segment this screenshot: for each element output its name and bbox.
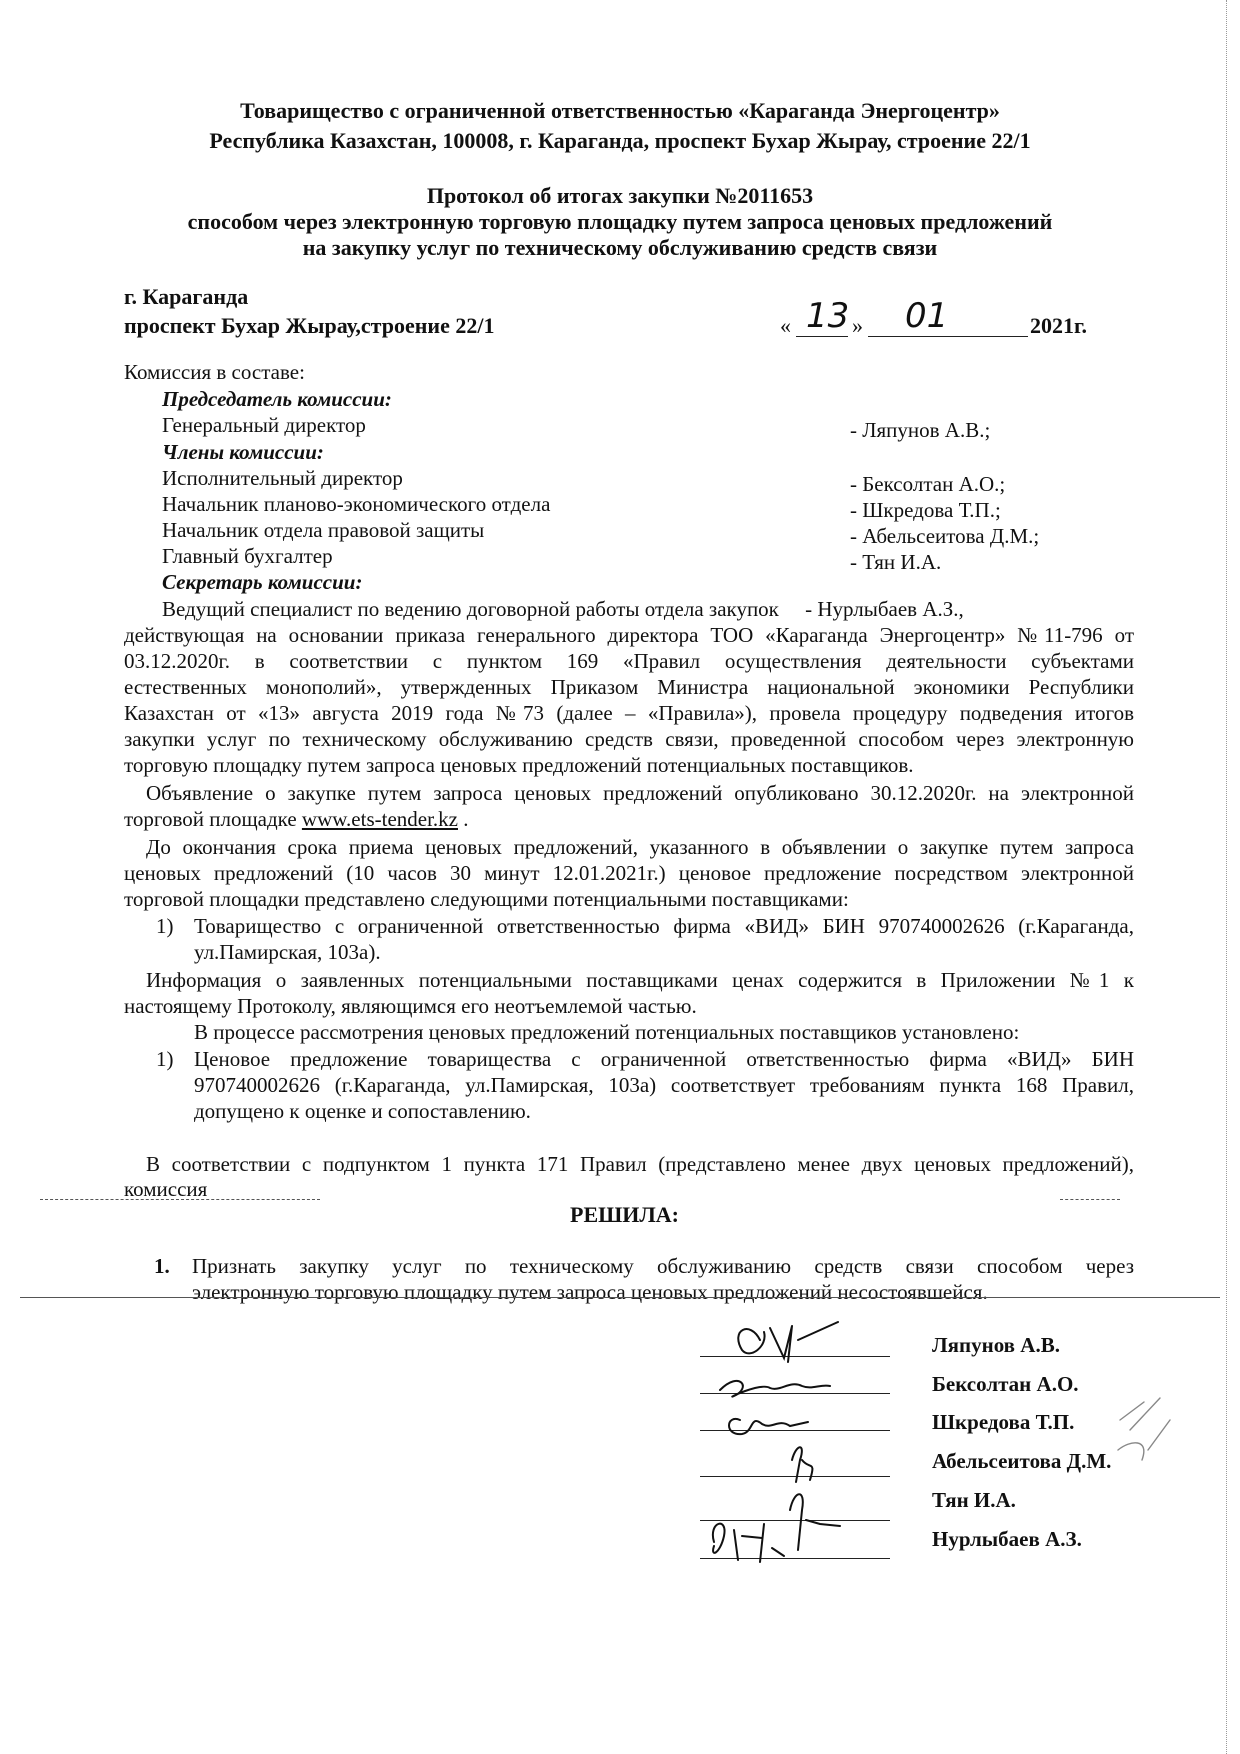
body-p6-line: комиссия [124, 1177, 208, 1201]
date-close-quote: » [852, 313, 863, 338]
body-p1-line: Казахстан от «13» августа 2019 года №73 (далее – «Правила»), провела процедуру подведения итогов [124, 701, 1134, 725]
members-heading: Члены комиссии: [162, 440, 324, 464]
ets-tender-link[interactable]: www.ets-tender.kz [301, 807, 458, 831]
body-p1-line: торговую площадку путем запроса ценовых предложений потенциальных поставщиков. [124, 753, 914, 777]
member-role: Главный бухгалтер [162, 544, 333, 568]
scan-artifact-line [20, 1297, 1220, 1298]
chair-name: - Ляпунов А.В.; [850, 418, 991, 442]
protocol-subtitle-2: на закупку услуг по техническому обслуживанию средств связи [302, 235, 938, 260]
body-p1-line: Ведущий специалист по ведению договорной работы отдела закупок - Нурлыбаев А.З., [162, 597, 964, 621]
body-p3-line: До окончания срока приема ценовых предложений, указанного в объявлении о закупке путем запроса [146, 835, 1134, 859]
date-day-underline [796, 336, 848, 337]
member-name: - Тян И.А. [850, 550, 942, 574]
body-p5: В процессе рассмотрения ценовых предложений потенциальных поставщиков установлено: [194, 1020, 1020, 1044]
date-year: 2021г. [1030, 313, 1088, 338]
scan-edge-artifact [1226, 0, 1229, 1754]
signatory-name: Бексолтан А.О. [932, 1372, 1079, 1396]
body-p1-line: 03.12.2020г. в соответствии с пунктом 169 «Правил осуществления деятельности субъектами [124, 649, 1134, 673]
body-p6-line: В соответствии с подпунктом 1 пункта 171 Правил (представлено менее двух ценовых предложений), [146, 1152, 1134, 1176]
decision-item-line: Признать закупку услуг по техническому обслуживанию средств связи способом через [192, 1254, 1134, 1278]
body-p1-line: действующая на основании приказа генерального директора ТОО «Караганда Энергоцентр» №11-796 от [124, 623, 1134, 647]
member-name: - Бексолтан А.О.; [850, 472, 1006, 496]
list1-number: 1) [156, 914, 174, 938]
signature-abelseitova [792, 1447, 812, 1482]
signatory-name: Абельсеитова Д.М. [932, 1449, 1112, 1473]
body-p2-prefix: торговой площадке [124, 807, 302, 831]
chair-heading: Председатель комиссии: [162, 387, 392, 411]
member-role: Начальник планово-экономического отдела [162, 492, 551, 516]
body-p4-line: настоящему Протоколу, являющимся его неотъемлемой частью. [124, 994, 697, 1018]
member-name: - Абельсеитова Д.М.; [850, 524, 1040, 548]
signature-shkredova [729, 1419, 808, 1434]
scan-artifact-line [40, 1199, 320, 1200]
signatory-name: Шкредова Т.П. [932, 1410, 1075, 1434]
body-p2-line: Объявление о закупке путем запроса ценовых предложений опубликовано 30.12.2020г. на электронной [146, 781, 1134, 805]
secretary-heading: Секретарь комиссии: [162, 570, 363, 594]
date-day-handwritten: 13 [806, 296, 850, 336]
body-p1-line: естественных монополий», утвержденных Приказом Министра национальной экономики Республики [124, 675, 1134, 699]
list1-line: ул.Памирская, 103а). [194, 940, 381, 964]
handwritten-signatures [680, 1310, 940, 1580]
list2-line: Ценовое предложение товарищества с ограниченной ответственностью фирма «ВИД» БИН [194, 1047, 1134, 1071]
place-street: проспект Бухар Жырау,строение 22/1 [124, 313, 495, 338]
signature-beksoltan [720, 1381, 830, 1397]
chair-role: Генеральный директор [162, 413, 366, 437]
list2-line: допущено к оценке и сопоставлению. [194, 1099, 531, 1123]
protocol-title: Протокол об итогах закупки №2011653 [426, 183, 814, 208]
member-name: - Шкредова Т.П.; [850, 498, 1001, 522]
signature-tyan-nurlybaev [713, 1494, 840, 1562]
list2-line: 970740002626 (г.Караганда, ул.Памирская, 103а) соответствует требованиям пункта 168 Правил, [194, 1073, 1134, 1097]
signatory-name: Ляпунов А.В. [932, 1333, 1060, 1357]
organization-line: Товарищество с ограниченной ответственностью «Караганда Энергоцентр» [240, 98, 1000, 123]
body-p3-line: торговой площадки представлено следующими потенциальными поставщиками: [124, 887, 849, 911]
body-p3-line: ценовых предложений (10 часов 30 минут 12.01.2021г.) ценовое предложение посредством электронной [124, 861, 1134, 885]
place-city: г. Караганда [124, 284, 249, 309]
decision-item-line: электронную торговую площадку путем запроса ценовых предложений несостоявшейся. [192, 1280, 988, 1304]
decision-item-number: 1. [154, 1254, 170, 1278]
signatory-name: Нурлыбаев А.З. [932, 1527, 1082, 1551]
list2-number: 1) [156, 1047, 174, 1071]
scan-artifact-line [1060, 1199, 1120, 1200]
protocol-subtitle-1: способом через электронную торговую площадку путем запроса ценовых предложений [187, 209, 1053, 234]
body-p1-line: закупки услуг по техническому обслуживанию средств связи, проведенной способом через электронную [124, 727, 1134, 751]
commission-intro: Комиссия в составе: [124, 360, 305, 384]
body-p2-suffix: . [458, 807, 469, 831]
list1-line: Товарищество с ограниченной ответственностью фирма «ВИД» БИН 970740002626 (г.Караганда, [194, 914, 1134, 938]
date-month-underline [868, 336, 1028, 337]
decision-heading: РЕШИЛА: [570, 1202, 679, 1227]
member-role: Начальник отдела правовой защиты [162, 518, 485, 542]
initials-mark [1100, 1390, 1180, 1500]
date-open-quote: « [780, 313, 791, 338]
body-p4-line: Информация о заявленных потенциальными поставщиками ценах содержится в Приложении №1 к [146, 968, 1134, 992]
member-role: Исполнительный директор [162, 466, 403, 490]
signature-lyapunov [738, 1322, 838, 1362]
body-p2-line [124, 807, 469, 832]
signatory-name: Тян И.А. [932, 1488, 1016, 1512]
address-line: Республика Казахстан, 100008, г. Караганда, проспект Бухар Жырау, строение 22/1 [209, 128, 1031, 153]
date-month-handwritten: 01 [905, 296, 949, 336]
